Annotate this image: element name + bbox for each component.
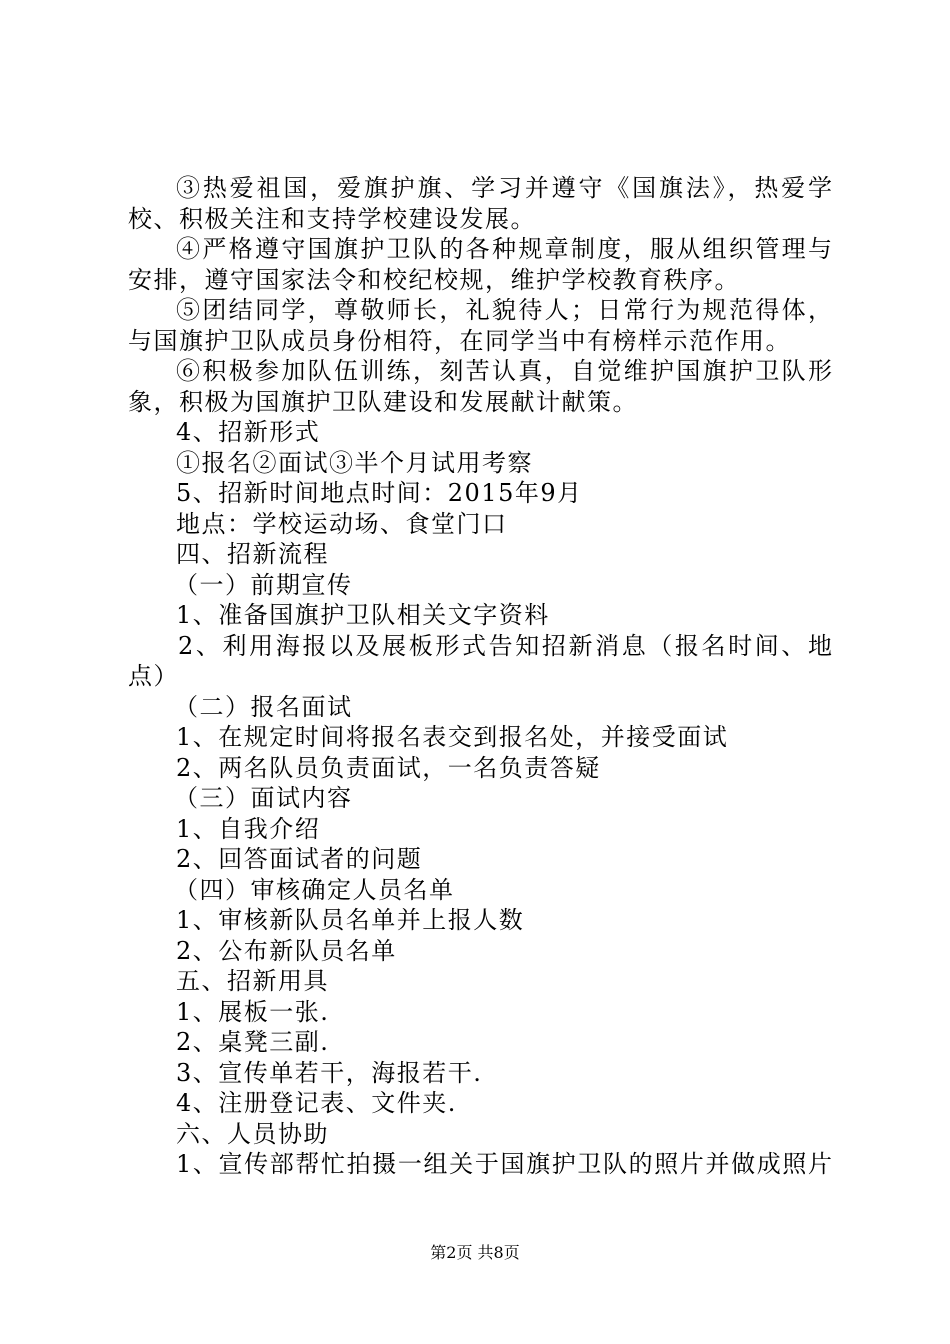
text-line: 安排，遵守国家法令和校纪校规，维护学校教育秩序。 (128, 265, 740, 294)
subsection-heading: （四）审核确定人员名单 (174, 875, 455, 904)
list-item: 1、准备国旗护卫队相关文字资料 (176, 601, 550, 629)
list-item: 1、审核新队员名单并上报人数 (176, 906, 525, 934)
subsection-heading: （一）前期宣传 (174, 570, 353, 599)
list-item: 2、桌凳三副. (176, 1028, 330, 1056)
section-heading: 5、招新时间地点时间：2015年9月 (176, 479, 583, 507)
text-line: 与国旗护卫队成员身份相符，在同学当中有榜样示范作用。 (128, 326, 791, 355)
list-item: 2、回答面试者的问题 (176, 845, 423, 873)
text-line: 地点：学校运动场、食堂门口 (176, 509, 508, 538)
text-line: 点） (128, 662, 179, 690)
text-line: 象，积极为国旗护卫队建设和发展献计献策。 (128, 387, 638, 416)
list-item: 1、在规定时间将报名表交到报名处，并接受面试 (176, 723, 729, 751)
list-item: 1、宣传部帮忙拍摄一组关于国旗护卫队的照片并做成照片 (176, 1150, 832, 1178)
text-line: ④严格遵守国旗护卫队的各种规章制度，服从组织管理与 (176, 235, 832, 263)
subsection-heading: （三）面试内容 (174, 784, 353, 812)
list-item: 2、利用海报以及展板形式告知招新消息（报名时间、地 (178, 631, 832, 660)
list-item: 4、注册登记表、文件夹. (176, 1089, 457, 1117)
section-heading: 五、招新用具 (176, 967, 329, 995)
list-item: 2、两名队员负责面试，一名负责答疑 (176, 753, 601, 782)
section-heading: 六、人员协助 (176, 1119, 329, 1148)
list-item: 1、展板一张. (176, 997, 330, 1026)
subsection-heading: （二）报名面试 (174, 692, 353, 721)
text-line: ①报名②面试③半个月试用考察 (176, 448, 533, 477)
text-line: ⑥积极参加队伍训练，刻苦认真，自觉维护国旗护卫队形 (176, 357, 832, 385)
section-heading: 四、招新流程 (176, 540, 329, 568)
list-item: 1、自我介绍 (176, 814, 321, 843)
page-footer: 第2页 共8页 (430, 1243, 520, 1262)
text-line: 校、积极关注和支持学校建设发展。 (128, 204, 536, 233)
list-item: 2、公布新队员名单 (176, 936, 397, 965)
section-heading: 4、招新形式 (176, 418, 321, 446)
list-item: 3、宣传单若干，海报若干. (176, 1058, 483, 1087)
document-body (128, 173, 832, 1180)
text-line: ③热爱祖国，爱旗护旗、学习并遵守《国旗法》，热爱学 (176, 174, 832, 202)
text-line: ⑤团结同学，尊敬师长，礼貌待人；日常行为规范得体， (176, 296, 832, 324)
